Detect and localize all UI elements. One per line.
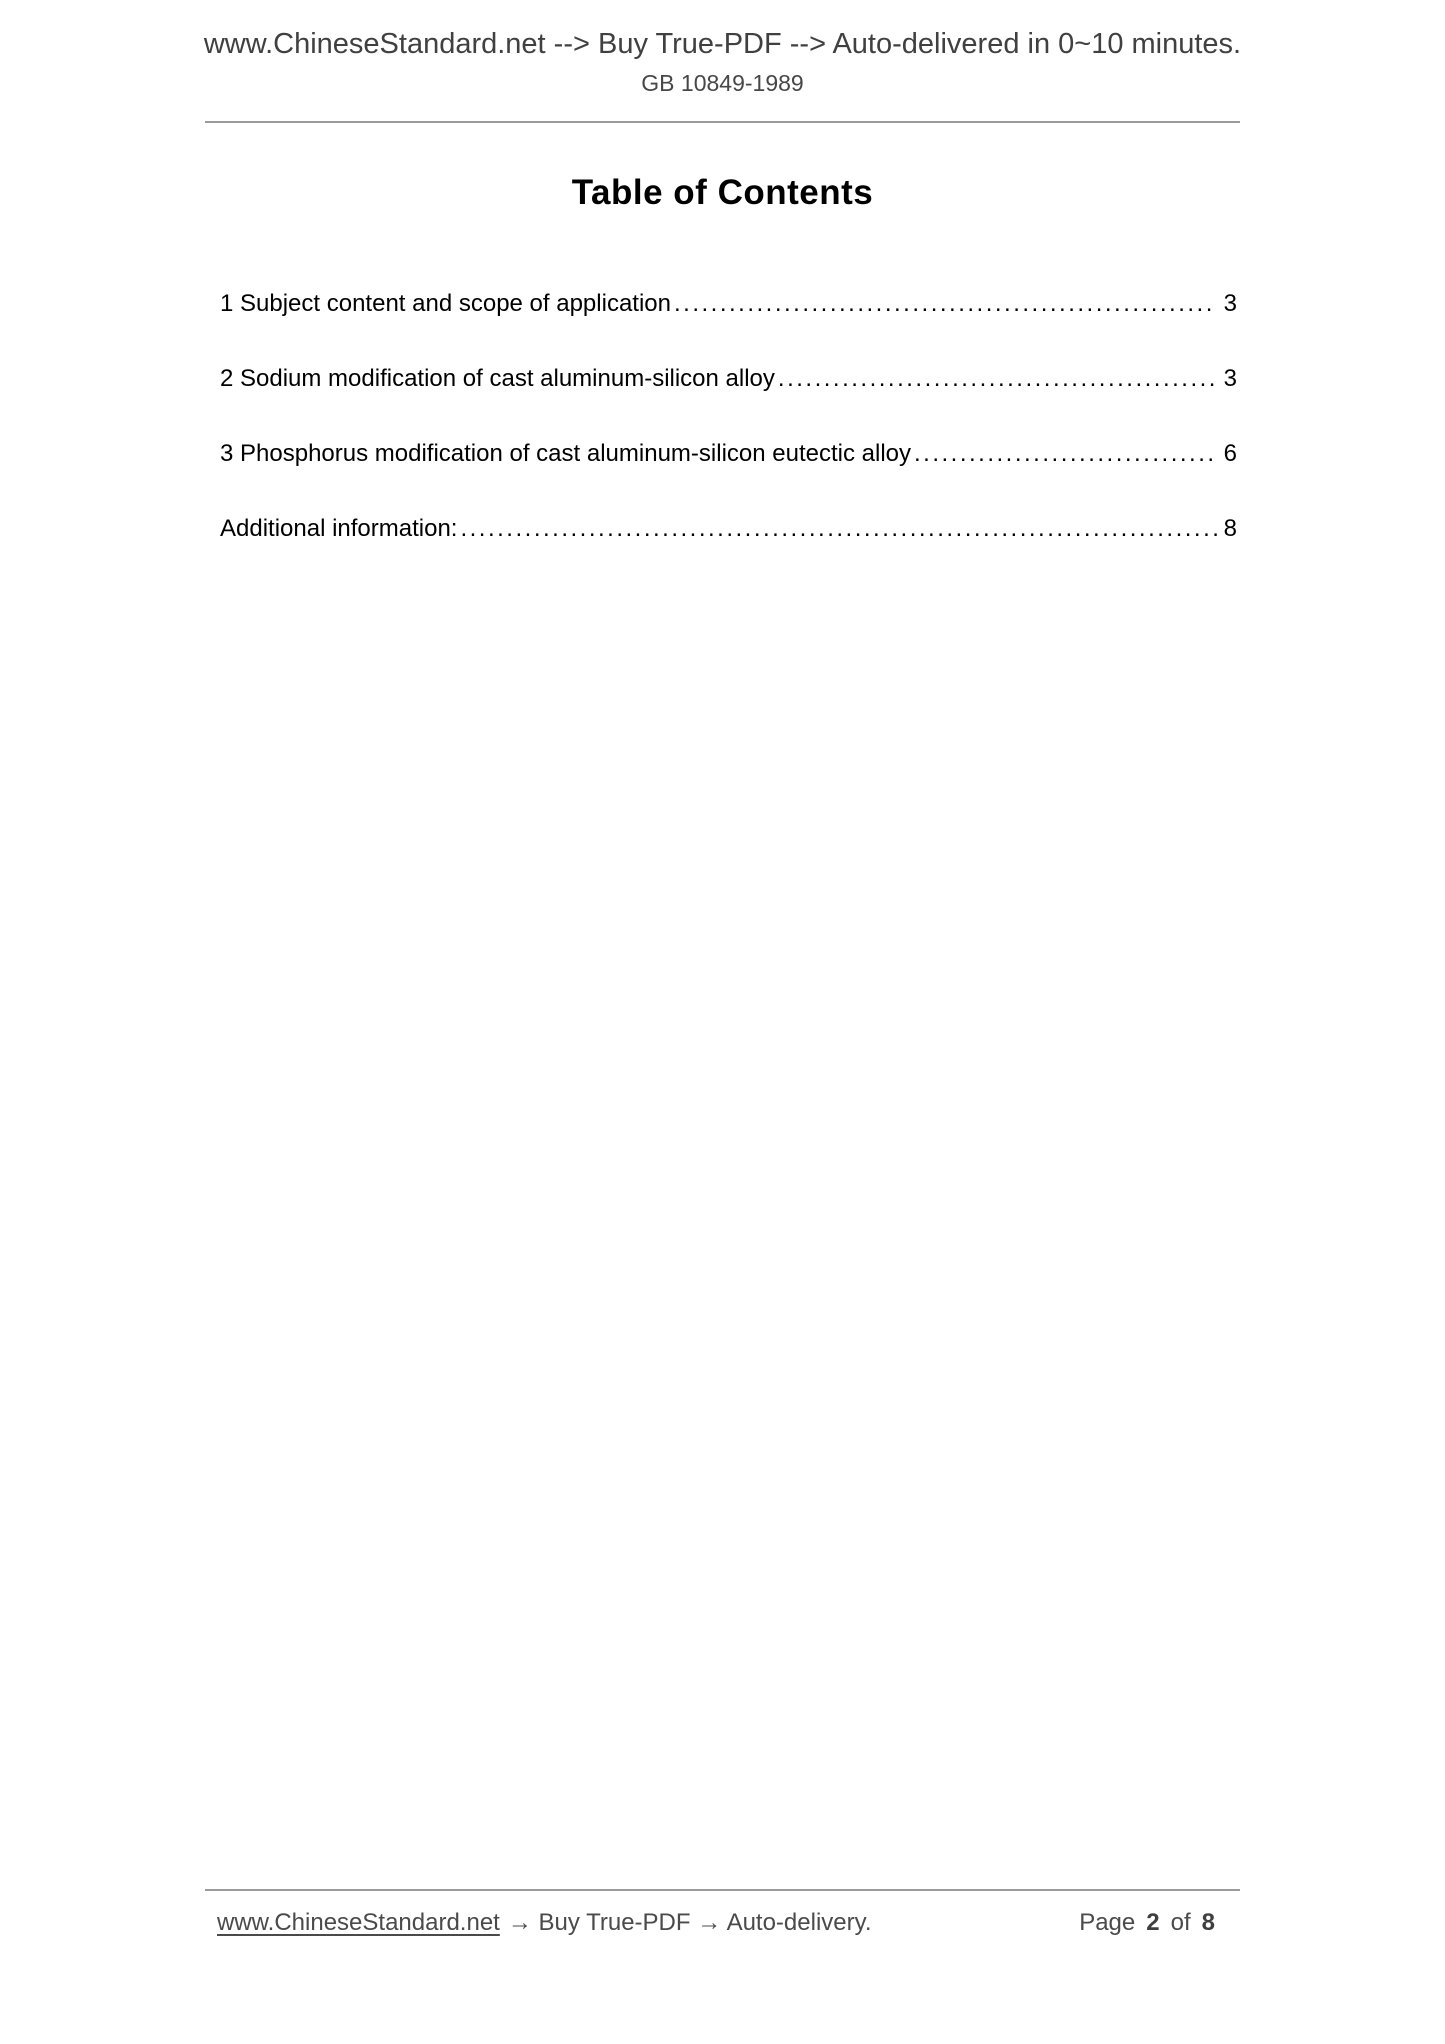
toc-entry-page: 3 bbox=[1223, 290, 1237, 317]
toc-dot-leader bbox=[914, 440, 1217, 468]
table-of-contents bbox=[220, 290, 1237, 590]
toc-dot-leader bbox=[778, 365, 1217, 393]
footer-site-link[interactable]: www.ChineseStandard.net bbox=[217, 1909, 500, 1936]
toc-entry bbox=[220, 290, 1237, 318]
toc-entry-label: 1 Subject content and scope of application bbox=[220, 290, 671, 317]
footer-info bbox=[217, 1908, 872, 1938]
toc-entry-label: 2 Sodium modification of cast aluminum-silicon alloy bbox=[220, 365, 775, 392]
toc-entry-page: 6 bbox=[1223, 440, 1237, 467]
toc-dot-leader bbox=[674, 290, 1217, 318]
page-title: Table of Contents bbox=[571, 173, 874, 212]
toc-entry bbox=[220, 365, 1237, 393]
toc-entry bbox=[220, 440, 1237, 468]
document-footer bbox=[217, 1908, 1215, 1938]
header-divider bbox=[205, 121, 1240, 123]
header-banner: www.ChineseStandard.net --> Buy True-PDF --> Auto-delivered in 0~10 minutes. bbox=[203, 28, 1242, 60]
toc-entry-label: Additional information: bbox=[220, 515, 458, 542]
toc-dot-leader bbox=[460, 515, 1216, 543]
toc-entry bbox=[220, 515, 1237, 543]
footer-delivery-text: → Buy True-PDF → Auto-delivery. bbox=[507, 1909, 872, 1936]
toc-entry-page: 8 bbox=[1223, 515, 1237, 542]
toc-entry-page: 3 bbox=[1223, 365, 1237, 392]
page-label: Page bbox=[1079, 1909, 1136, 1936]
footer-divider bbox=[205, 1889, 1240, 1891]
page-current: 2 bbox=[1146, 1909, 1160, 1936]
page-total: 8 bbox=[1201, 1909, 1215, 1936]
page-of-label: of bbox=[1170, 1909, 1191, 1936]
toc-entry-label: 3 Phosphorus modification of cast aluminum-silicon eutectic alloy bbox=[220, 440, 911, 467]
standard-code: GB 10849-1989 bbox=[641, 70, 804, 96]
page-indicator bbox=[1079, 1908, 1215, 1938]
